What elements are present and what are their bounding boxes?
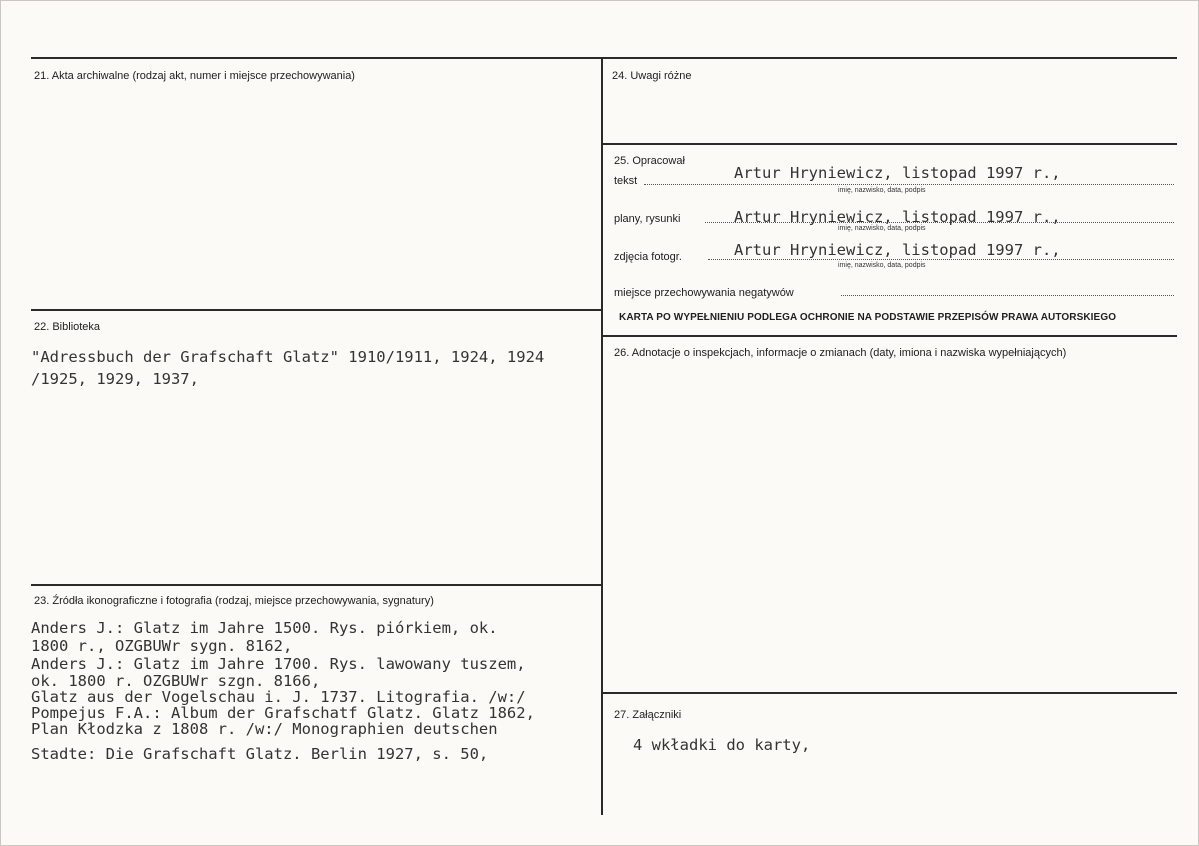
- copyright-notice: KARTA PO WYPEŁNIENIU PODLEGA OCHRONIE NA PODSTAWIE PRZEPISÓW PRAWA AUTORSKIEGO: [619, 312, 1117, 323]
- zdjecia-value: Artur Hryniewicz, listopad 1997 r.,: [734, 241, 1061, 259]
- negatywy-dotted-line: [841, 295, 1174, 296]
- rule-22-23: [31, 584, 602, 586]
- rule-26-27: [601, 692, 1177, 694]
- section-23-line-4: ok. 1800 r. OZGBUWr szgn. 8166,: [31, 672, 321, 690]
- section-23-line-1: Anders J.: Glatz im Jahre 1500. Rys. piórkiem, ok.: [31, 619, 498, 637]
- zdjecia-dotted-line: [708, 259, 1174, 260]
- section-27-label: 27. Załączniki: [614, 709, 682, 721]
- section-22-line-1: "Adressbuch der Grafschaft Glatz" 1910/1911, 1924, 1924: [31, 348, 545, 366]
- plany-value: Artur Hryniewicz, listopad 1997 r.,: [734, 208, 1061, 226]
- tekst-label: tekst: [614, 175, 638, 187]
- rule-21-22: [31, 309, 602, 311]
- section-22-label: 22. Biblioteka: [34, 321, 101, 333]
- plany-hint: imię, nazwisko, data, podpis: [838, 225, 926, 232]
- section-25-label: 25. Opracował: [614, 155, 685, 167]
- section-23-line-7: Plan Kłodzka z 1808 r. /w:/ Monographien deutschen: [31, 720, 498, 738]
- top-rule: [31, 57, 1177, 59]
- plany-label: plany, rysunki: [614, 213, 681, 225]
- zdjecia-hint: imię, nazwisko, data, podpis: [838, 262, 926, 269]
- section-27-value: 4 wkładki do karty,: [633, 736, 811, 754]
- section-24-label: 24. Uwagi różne: [612, 70, 692, 82]
- section-23-label: 23. Źródła ikonograficzne i fotografia (rodzaj, miejsce przechowywania, sygnatury): [34, 595, 434, 607]
- section-23-line-2: 1800 r., OZGBUWr sygn. 8162,: [31, 637, 293, 655]
- negatywy-label: miejsce przechowywania negatywów: [614, 287, 794, 299]
- rule-24-25: [601, 143, 1177, 145]
- section-23-line-6: Pompejus F.A.: Album der Grafschatf Glatz. Glatz 1862,: [31, 704, 535, 722]
- tekst-dotted-line: [644, 184, 1174, 185]
- tekst-hint: imię, nazwisko, data, podpis: [838, 187, 926, 194]
- section-23-line-5: Glatz aus der Vogelschau i. J. 1737. Litografia. /w:/: [31, 688, 526, 706]
- section-23-line-8: Stadte: Die Grafschaft Glatz. Berlin 1927, s. 50,: [31, 745, 489, 763]
- section-26-label: 26. Adnotacje o inspekcjach, informacje o zmianach (daty, imiona i nazwiska wypełniających): [614, 347, 1067, 359]
- section-21-label: 21. Akta archiwalne (rodzaj akt, numer i miejsce przechowywania): [34, 70, 355, 82]
- tekst-value: Artur Hryniewicz, listopad 1997 r.,: [734, 164, 1061, 182]
- zdjecia-label: zdjęcia fotogr.: [614, 251, 682, 263]
- center-divider: [601, 57, 603, 815]
- rule-25-26: [601, 335, 1177, 337]
- section-23-line-3: Anders J.: Glatz im Jahre 1700. Rys. lawowany tuszem,: [31, 655, 526, 673]
- section-22-line-2: /1925, 1929, 1937,: [31, 370, 199, 388]
